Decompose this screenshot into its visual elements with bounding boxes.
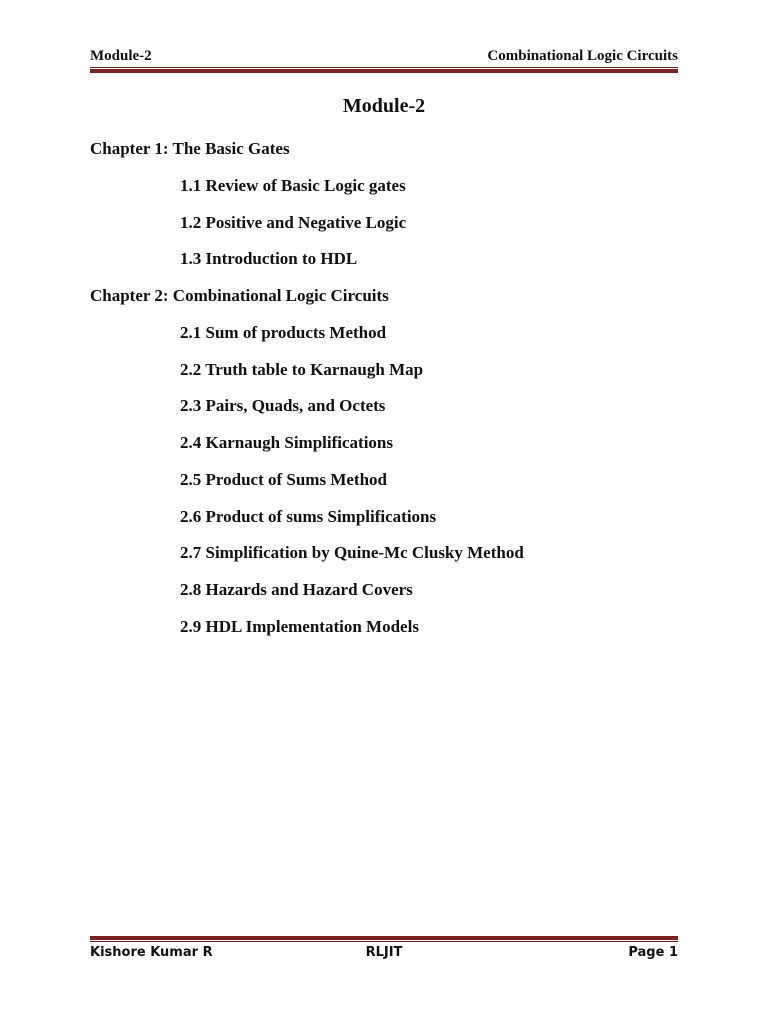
toc-section-2-5: 2.5 Product of Sums Method <box>180 469 387 489</box>
toc-section-2-1: 2.1 Sum of products Method <box>180 322 387 342</box>
footer-institute: RLJIT <box>365 945 403 960</box>
footer-rule-thick <box>90 936 678 940</box>
footer-rule-thin <box>90 941 678 942</box>
page-header <box>90 46 678 66</box>
table-of-contents <box>90 131 524 646</box>
toc-section-2-7: 2.7 Simplification by Quine-Mc Clusky Method <box>180 543 524 563</box>
toc-section-1-3: 1.3 Introduction to HDL <box>180 249 358 269</box>
toc-section-2-9: 2.9 HDL Implementation Models <box>180 616 419 636</box>
header-subject-label: Combinational Logic Circuits <box>487 48 678 64</box>
toc-section-2-8: 2.8 Hazards and Hazard Covers <box>180 580 413 599</box>
toc-section-1-2: 1.2 Positive and Negative Logic <box>180 212 407 232</box>
page-title: Module-2 <box>342 95 426 117</box>
toc-section-2-2: 2.2 Truth table to Karnaugh Map <box>180 359 424 379</box>
header-module-label: Module-2 <box>90 48 152 64</box>
toc-section-1-1: 1.1 Review of Basic Logic gates <box>180 175 406 195</box>
toc-section-2-4: 2.4 Karnaugh Simplifications <box>180 433 394 452</box>
toc-chapter-1: Chapter 1: The Basic Gates <box>90 139 290 158</box>
header-rule-thin <box>90 67 678 68</box>
toc-section-2-3: 2.3 Pairs, Quads, and Octets <box>180 396 386 416</box>
toc-chapter-2: Chapter 2: Combinational Logic Circuits <box>90 286 389 305</box>
toc-section-2-6: 2.6 Product of sums Simplifications <box>180 506 437 526</box>
footer-author: Kishore Kumar R <box>90 945 213 960</box>
footer-page-number: Page 1 <box>628 945 678 960</box>
header-rule-thick <box>90 69 678 73</box>
page-footer <box>90 943 678 963</box>
